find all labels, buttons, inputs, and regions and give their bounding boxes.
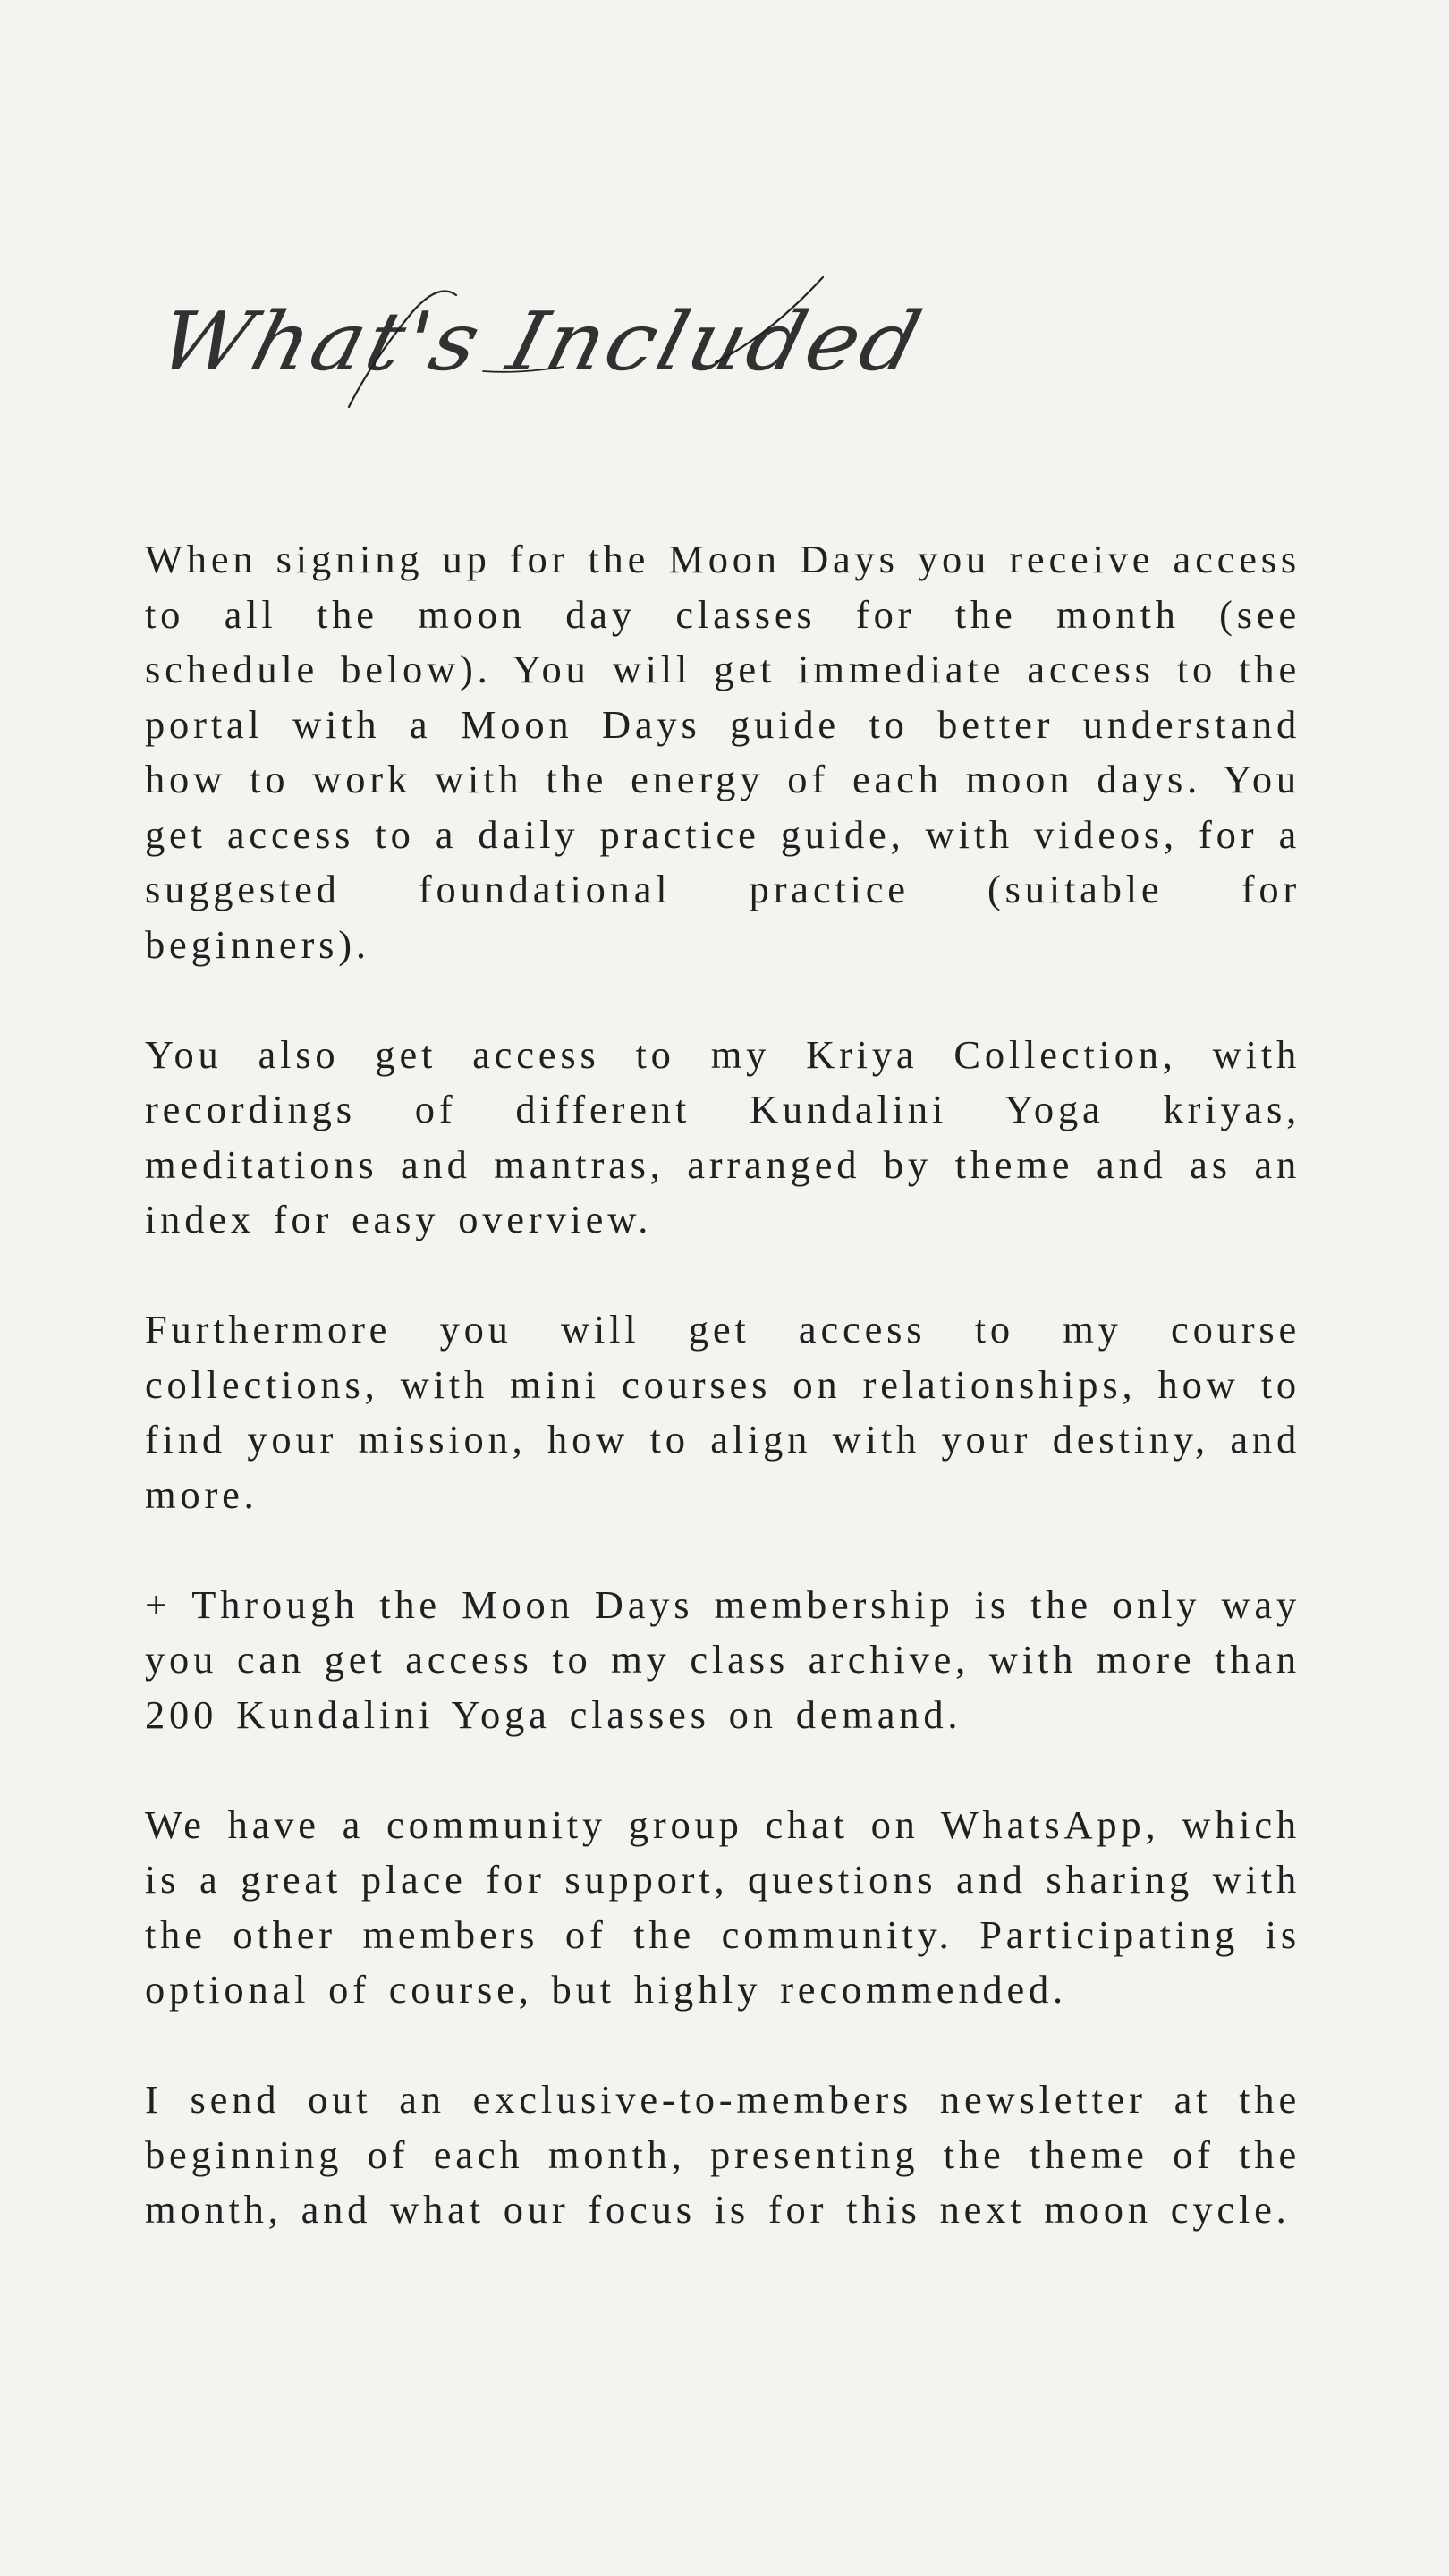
page-title: What's Included <box>148 295 933 390</box>
paragraph-kriya-collection: You also get access to my Kriya Collection, with recordings of different Kundalini Yoga kriyas, meditations and mantras, arranged by theme and as an index for easy overview. <box>145 1031 1301 1241</box>
section-heading <box>143 259 933 420</box>
body-content <box>145 532 1301 2292</box>
paragraph-class-archive: + Through the Moon Days membership is the only way you can get access to my class archive, with more than 200 Kundalini Yoga classes on demand. <box>145 1581 1301 1737</box>
paragraph-course-collections: Furthermore you will get access to my course collections, with mini courses on relationships, how to find your mission, how to align with your destiny, and more. <box>145 1307 1301 1517</box>
paragraph-membership-access: When signing up for the Moon Days you receive access to all the moon day classes for the month (see schedule below). You will get immediate access to the portal with a Moon Days guide to better understand how to work with the energy of each moon days. You get access to a daily practice guide, with videos, for a suggested foundational practice (suitable for beginners). <box>145 537 1301 967</box>
paragraph-community-chat: We have a community group chat on WhatsApp, which is a great place for support, questions and sharing with the other members of the community. Participating is optional of course, but highly recommended. <box>145 1801 1301 2012</box>
paragraph-newsletter: I send out an exclusive-to-members newsletter at the beginning of each month, presenting the theme of the month, and what our focus is for this next moon cycle. <box>145 2077 1301 2232</box>
